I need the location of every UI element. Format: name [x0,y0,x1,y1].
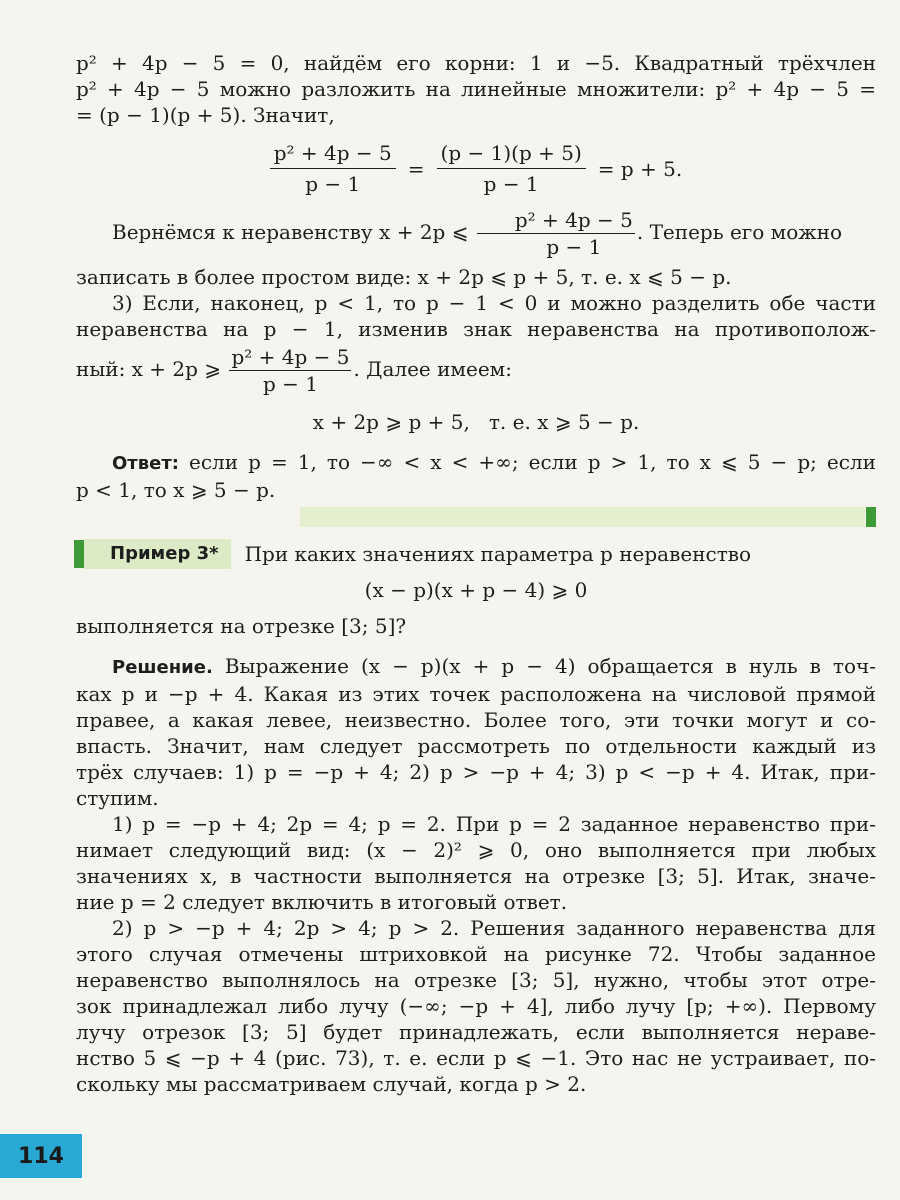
text-line [76,344,876,397]
equation-tail: = p + 5. [597,156,683,181]
inline-text: Вернёмся к неравенству x + 2p ⩽ [112,220,469,244]
case-line: неравенство выполнялось на отрезке [3; 5], нужно, чтобы этот отре- [76,968,876,992]
solution-line [76,653,876,681]
example-label: Пример 3* [84,539,231,569]
case-line: скольку мы рассматриваем случай, когда p > 2. [76,1072,587,1096]
denominator: p − 1 [305,172,361,196]
inline-text: . Далее имеем: [353,357,512,381]
case-line: значениях x, в частности выполняется на отрезке [3; 5]. Итак, значе- [76,864,876,888]
page-number [0,1134,82,1178]
example-header [74,539,876,569]
answer-line: p < 1, то x ⩾ 5 − p. [76,478,276,502]
page-text [76,50,876,1097]
text-line: p² + 4p − 5 = 0, найдём его корни: 1 и −5. Квадратный трёхчлен [76,51,876,75]
case-line: лучу отрезок [3; 5] будет принадлежать, если выполняется нераве- [76,1020,876,1044]
solution-label: Решение. [112,657,213,678]
inline-text: ный: x + 2p ⩾ [76,357,222,381]
solution-line: ках p и −p + 4. Какая из этих точек расположена на числовой прямой [76,682,876,706]
numerator: (p − 1)(p + 5) [437,140,586,169]
solution-line: впасть. Значит, нам следует рассмотреть по отдельности каждый из [76,734,876,758]
denominator: p − 1 [262,372,318,396]
text-line: неравенства на p − 1, изменив знак неравенства на противополож- [76,317,876,341]
example-formula: (x − p)(x + p − 4) ⩾ 0 [364,578,588,602]
numerator: p² + 4p − 5 [477,207,635,234]
example-question: При каких значениях параметра p неравенство [244,542,752,566]
solution-line: трёх случаев: 1) p = −p + 4; 2) p > −p + 4; 3) p < −p + 4. Итак, при- [76,760,876,784]
answer-label: Ответ: [112,453,179,474]
answer-text: если p = 1, то −∞ < x < +∞; если p > 1, то x ⩽ 5 − p; если [189,450,876,474]
page-number-text: 114 [18,1143,64,1169]
fraction [437,140,586,197]
inline-fraction [477,207,635,260]
centered-formula: x + 2p ⩾ p + 5, т. е. x ⩾ 5 − p. [312,410,640,434]
solution-line: правее, а какая левее, неизвестно. Более того, эти точки могут и со- [76,708,876,732]
text-line [76,207,876,260]
text-line: 3) Если, наконец, p < 1, то p − 1 < 0 и можно разделить обе части [112,291,876,315]
case-line: 2) p > −p + 4; 2p > 4; p > 2. Решения заданного неравенства для [112,916,876,940]
denominator: p − 1 [546,235,602,259]
case-line: 1) p = −p + 4; 2p = 4; p = 2. При p = 2 заданное неравенство при- [112,812,876,836]
case-line: этого случая отмечены штриховкой на рисунке 72. Чтобы заданное [76,942,876,966]
text-line: p² + 4p − 5 можно разложить на линейные множители: p² + 4p − 5 = [76,77,876,101]
numerator: p² + 4p − 5 [231,345,350,369]
example-marker [74,540,84,568]
text-line: = (p − 1)(p + 5). Значит, [76,103,335,127]
inline-fraction [229,344,351,397]
solution-text: Выражение (x − p)(x + p − 4) обращается в нуль в точ- [224,654,876,678]
numerator: p² + 4p − 5 [270,140,396,169]
solution-line: ступим. [76,786,159,810]
answer-line [76,449,876,477]
example-tail: выполняется на отрезке [3; 5]? [76,614,407,638]
denominator: p − 1 [483,172,539,196]
case-line: нство 5 ⩽ −p + 4 (рис. 73), т. е. если p ⩽ −1. Это нас не устраивает, по- [76,1046,876,1070]
fraction [270,140,396,197]
text-line: записать в более простом виде: x + 2p ⩽ p + 5, т. е. x ⩽ 5 − p. [76,265,732,289]
fraction-equation [76,140,876,197]
case-line: зок принадлежал либо лучу (−∞; −p + 4], либо лучу [p; +∞). Первому [76,994,876,1018]
equals-sign: = [407,156,425,181]
inline-text: . Теперь его можно [636,220,843,244]
case-line: ние p = 2 следует включить в итоговый ответ. [76,890,568,914]
case-line: нимает следующий вид: (x − 2)² ⩾ 0, оно выполняется при любых [76,838,876,862]
